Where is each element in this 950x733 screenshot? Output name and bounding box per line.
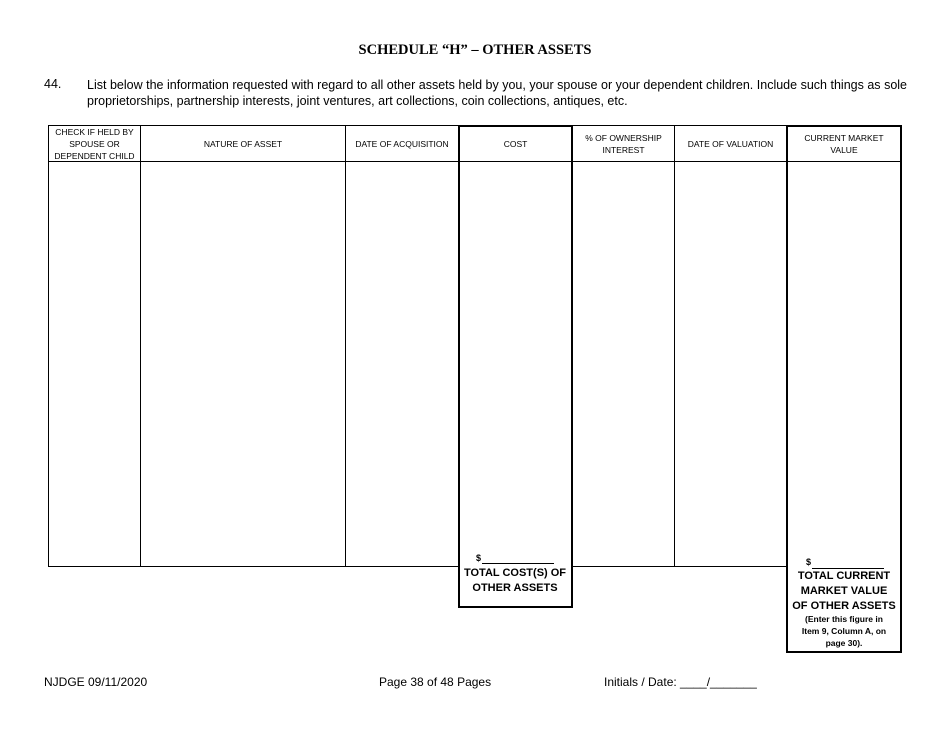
header-ownership-interest: % OF OWNERSHIP INTEREST: [585, 133, 662, 155]
page-number: Page 38 of 48 Pages: [379, 675, 492, 689]
column-nature-of-asset-body[interactable]: [141, 162, 345, 566]
header-check-held: CHECK IF HELD BY SPOUSE OR DEPENDENT CHILD: [54, 127, 135, 161]
column-market-value-body[interactable]: [788, 162, 900, 554]
column-ownership-body[interactable]: [573, 162, 674, 566]
page-title: SCHEDULE “H” – OTHER ASSETS: [358, 42, 592, 58]
column-cost-body[interactable]: [460, 162, 571, 552]
header-current-market-value: CURRENT MARKET VALUE: [804, 133, 884, 155]
total-cost-label: TOTAL COST(S) OF OTHER ASSETS: [463, 567, 567, 594]
market-total-dollar-sign: $: [806, 557, 812, 567]
total-market-value-label: TOTAL CURRENT MARKET VALUE OF OTHER ASSETS: [792, 570, 896, 612]
cost-total-blank[interactable]: [482, 563, 554, 564]
initials-date[interactable]: Initials / Date: ____/_______: [604, 675, 757, 689]
question-number: 44.: [44, 77, 62, 91]
question-text: List below the information requested with regard to all other assets held by you, your spouse or your dependent children. Include such things as sole proprietorships, partnership interests, joint ventures, art collections, coin collections, antiques, etc.: [87, 78, 907, 108]
column-check-held-body[interactable]: [49, 162, 140, 566]
header-nature-of-asset: NATURE OF ASSET: [203, 139, 283, 149]
total-market-value-note: (Enter this figure in Item 9, Column A, on page 30).: [801, 614, 887, 648]
form-id: NJDGE 09/11/2020: [44, 675, 148, 689]
header-cost: COST: [503, 139, 528, 149]
header-date-of-acquisition: DATE OF ACQUISITION: [355, 139, 449, 149]
column-date-of-valuation-body[interactable]: [675, 162, 786, 566]
cost-total-dollar-sign: $: [476, 553, 482, 563]
header-date-of-valuation: DATE OF VALUATION: [687, 139, 774, 149]
column-date-of-acquisition-body[interactable]: [346, 162, 458, 566]
